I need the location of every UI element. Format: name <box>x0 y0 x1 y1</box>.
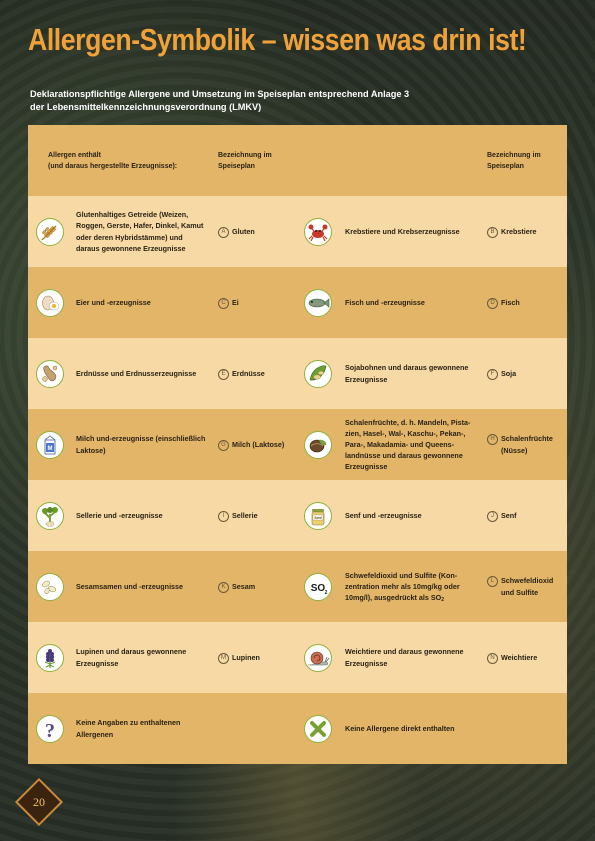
header-designation-left <box>218 150 272 172</box>
designation-label: Soja <box>501 368 517 378</box>
page-number: 20 <box>33 794 45 809</box>
menu-designation <box>487 433 553 455</box>
header-designation-left-line-2: Speiseplan <box>218 163 255 170</box>
wheat-icon <box>36 218 64 246</box>
fish-icon <box>304 289 332 317</box>
designation-label: Fisch <box>501 297 520 307</box>
description-line: landnüsse und daraus gewonnene <box>345 451 463 461</box>
header-designation-right <box>487 150 541 172</box>
allergen-description <box>345 570 480 604</box>
description-line: Schwefeldioxid und Sulfite (Kon- <box>345 570 458 580</box>
crab-icon <box>304 218 332 246</box>
table-row <box>28 338 567 409</box>
designation-label-line: Schwefeldioxid <box>501 576 554 586</box>
designation-label: Sellerie <box>232 510 258 520</box>
designation-label: Lupinen <box>232 652 260 662</box>
allergen-description <box>76 433 216 455</box>
cross-icon <box>304 715 332 743</box>
description-line: daraus gewonnene Erzeugnisse <box>76 243 186 253</box>
menu-designation <box>218 368 265 380</box>
description-line: Erzeugnisse <box>345 658 388 668</box>
header-designation-right-line-2: Speiseplan <box>487 163 524 170</box>
designation-letter: I <box>218 511 229 522</box>
allergen-description <box>76 368 216 379</box>
mustard-icon <box>304 502 332 530</box>
question-icon <box>36 715 64 743</box>
header-allergen-line-2: (und daraus hergestellte Erzeugnisse): <box>48 163 178 170</box>
egg-icon <box>36 289 64 317</box>
subtitle <box>30 88 550 114</box>
menu-designation <box>487 510 517 522</box>
table-row <box>28 196 567 267</box>
designation-letter: N <box>487 653 498 664</box>
description-line: zien, Hasel-, Wal-, Kaschu-, Pekan-, <box>345 428 466 438</box>
menu-designation <box>487 368 516 380</box>
menu-designation <box>487 575 553 597</box>
table-row <box>28 551 567 622</box>
description-line: Erdnüsse und Erdnusserzeugnisse <box>76 368 197 378</box>
allergen-description <box>76 209 216 254</box>
table-row <box>28 622 567 693</box>
designation-letter: E <box>218 369 229 380</box>
svg-text:Senf: Senf <box>314 515 322 520</box>
description-line: oder deren Hybridstämme) und <box>76 232 183 242</box>
menu-designation <box>218 581 255 593</box>
description-line: Sesamsamen und -erzeugnisse <box>76 581 184 591</box>
description-line: Milch und-erzeugnisse (einschließlich <box>76 434 206 444</box>
allergen-table <box>28 125 567 762</box>
description-line: 10mg/l), ausgedrückt als $SO_2$ <box>345 593 445 604</box>
menu-designation <box>218 297 239 309</box>
description-line: Laktose) <box>76 445 106 455</box>
lupine-icon <box>36 644 64 672</box>
header-designation-left-line-1: Bezeichnung im <box>218 152 272 159</box>
allergen-description <box>345 362 480 384</box>
allergen-description <box>345 226 480 237</box>
description-line: Roggen, Gerste, Hafer, Dinkel, Kamut <box>76 221 204 231</box>
svg-text:SO: SO <box>310 582 326 594</box>
designation-letter: D <box>487 298 498 309</box>
designation-letter: G <box>218 440 229 451</box>
page-title: Allergen-Symbolik – wissen was drin ist! <box>28 22 527 57</box>
description-line: Erzeugnisse <box>76 658 119 668</box>
milk-icon <box>36 431 64 459</box>
table-row <box>28 267 567 338</box>
description-line: Keine Angaben zu enthaltenen <box>76 718 181 728</box>
description-line: Eier und -erzeugnisse <box>76 297 151 307</box>
allergen-description <box>76 581 216 592</box>
header-allergen <box>48 150 177 172</box>
designation-label: Krebstiere <box>501 226 537 236</box>
designation-letter: K <box>218 582 229 593</box>
svg-text:?: ? <box>45 719 55 741</box>
description-line: Sellerie und -erzeugnisse <box>76 510 163 520</box>
nut-icon <box>304 431 332 459</box>
designation-letter: B <box>487 227 498 238</box>
description-line: Fisch und -erzeugnisse <box>345 297 425 307</box>
svg-text:M: M <box>47 445 53 452</box>
designation-letter: C <box>218 298 229 309</box>
description-line: Glutenhaltiges Getreide (Weizen, <box>76 210 189 220</box>
designation-label-line: Schalenfrüchte <box>501 434 553 444</box>
designation-label: Weichtiere <box>501 652 538 662</box>
menu-designation <box>218 652 260 664</box>
svg-text:2: 2 <box>324 589 328 596</box>
allergen-description <box>345 417 480 473</box>
designation-label: Milch (Laktose) <box>232 439 285 449</box>
peanut-icon <box>36 360 64 388</box>
so2-icon <box>304 573 332 601</box>
allergen-description <box>345 297 480 308</box>
designation-label: Gluten <box>232 226 255 236</box>
designation-label <box>501 575 553 597</box>
snail-icon <box>304 644 332 672</box>
designation-label: Ei <box>232 297 239 307</box>
celery-icon <box>36 502 64 530</box>
table-row <box>28 693 567 764</box>
menu-designation <box>218 226 255 238</box>
subtitle-line-2: der Lebensmittelkennzeichnungsverordnung (LMKV) <box>30 102 262 112</box>
description-line: Erzeugnisse <box>345 462 388 472</box>
table-row <box>28 409 567 480</box>
table-header <box>28 125 567 196</box>
designation-label: Senf <box>501 510 517 520</box>
designation-letter: A <box>218 227 229 238</box>
description-line: Para-, Makadamia- und Queens- <box>345 439 455 449</box>
designation-letter: M <box>218 653 229 664</box>
designation-label: Erdnüsse <box>232 368 265 378</box>
table-row <box>28 480 567 551</box>
designation-letter: H <box>487 434 498 445</box>
description-line: Weichtiere und daraus gewonnene <box>345 647 464 657</box>
description-line: zentration mehr als 10mg/kg oder <box>345 581 460 591</box>
description-line: Keine Allergene direkt enthalten <box>345 723 455 733</box>
designation-label-line: und Sulfite <box>501 587 539 597</box>
designation-label-line: (Nüsse) <box>501 445 528 455</box>
allergen-description <box>76 646 216 668</box>
allergen-description <box>76 297 216 308</box>
description-line: Krebstiere und Krebserzeugnisse <box>345 226 460 236</box>
allergen-description <box>345 510 480 521</box>
allergen-description <box>76 717 216 739</box>
header-designation-right-line-1: Bezeichnung im <box>487 152 541 159</box>
designation-letter: F <box>487 369 498 380</box>
designation-label: Sesam <box>232 581 256 591</box>
menu-designation <box>218 510 258 522</box>
designation-label <box>501 433 553 455</box>
description-line: Sojabohnen und daraus gewonnene <box>345 363 469 373</box>
description-line: Lupinen und daraus gewonnene <box>76 647 187 657</box>
menu-designation <box>487 226 537 238</box>
allergen-description <box>345 646 480 668</box>
description-line: Erzeugnisse <box>345 374 388 384</box>
menu-designation <box>487 652 537 664</box>
header-allergen-line-1: Allergen enthält <box>48 152 101 159</box>
allergen-description <box>76 510 216 521</box>
subtitle-line-1: Deklarationspflichtige Allergene und Umsetzung im Speiseplan entsprechend Anlage 3 <box>30 89 410 99</box>
soybean-icon <box>304 360 332 388</box>
menu-designation <box>487 297 520 309</box>
sesame-icon <box>36 573 64 601</box>
description-line: Schalenfrüchte, d. h. Mandeln, Pista- <box>345 417 471 427</box>
menu-designation <box>218 439 284 451</box>
allergen-description <box>345 723 480 734</box>
description-line: Allergenen <box>76 729 114 739</box>
description-line: Senf und -erzeugnisse <box>345 510 422 520</box>
designation-letter: J <box>487 511 498 522</box>
designation-letter: L <box>487 576 498 587</box>
